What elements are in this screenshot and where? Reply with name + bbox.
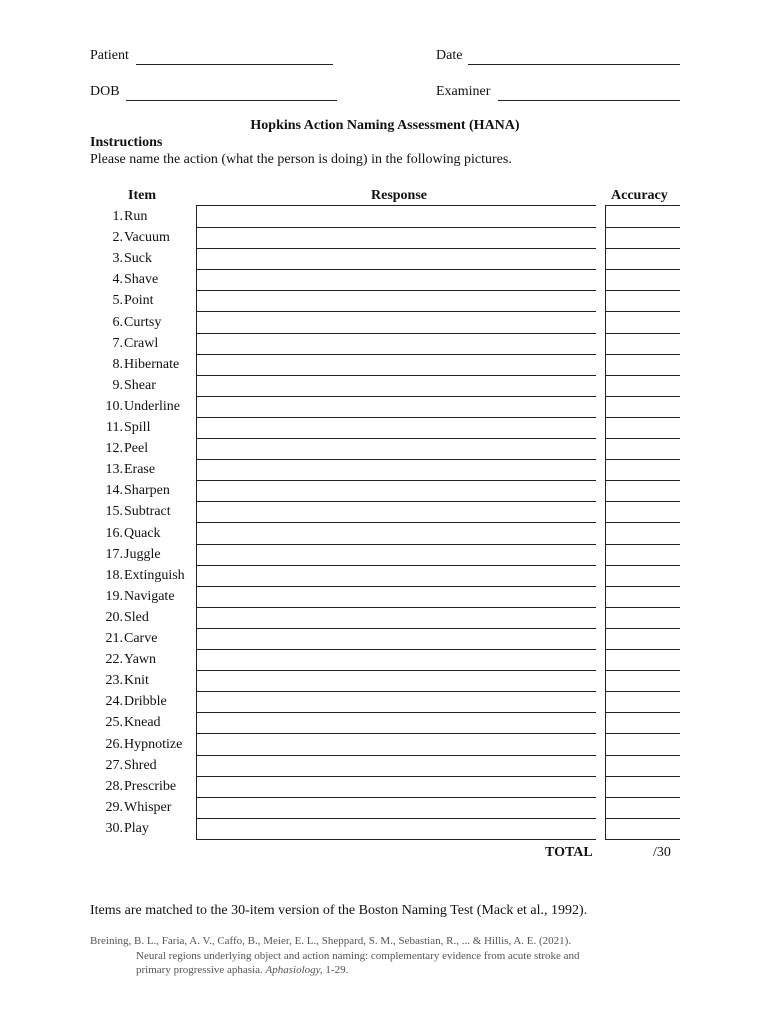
response-cell[interactable] [196,417,596,439]
item-label: Prescribe [124,778,177,794]
citation-pages: 1-29. [325,964,349,976]
response-cell[interactable] [196,691,596,713]
item-number: 4. [112,272,123,288]
response-cell[interactable] [196,227,596,249]
citation [90,934,690,978]
item-label: Crawl [124,335,159,351]
accuracy-cell[interactable] [605,670,680,692]
list-item [90,227,170,248]
response-cell[interactable] [196,734,596,756]
response-cell[interactable] [196,818,596,840]
list-item [90,734,182,755]
item-label: Dribble [124,694,167,710]
list-item [90,438,148,459]
accuracy-cell[interactable] [605,375,680,397]
item-number: 30. [105,820,123,836]
accuracy-cell[interactable] [605,248,680,270]
response-cell[interactable] [196,544,596,566]
item-number: 21. [105,631,123,646]
response-cell[interactable] [196,206,596,228]
response-cell[interactable] [196,523,596,545]
list-item [90,712,161,733]
examiner-label: Examiner [436,84,491,99]
item-number: 24. [105,694,123,710]
item-label: Vacuum [124,230,170,246]
accuracy-cell[interactable] [605,607,680,629]
list-item [90,417,150,438]
accuracy-cell[interactable] [605,565,680,587]
item-number: 18. [105,567,123,583]
item-label: Run [124,209,148,224]
list-item [90,776,176,797]
item-number: 17. [105,546,123,562]
item-label: Suck [124,251,152,267]
item-number: 19. [105,588,123,604]
accuracy-cell[interactable] [605,544,680,566]
item-label: Juggle [124,546,161,562]
accuracy-cell[interactable] [605,797,680,819]
accuracy-cell[interactable] [605,227,680,249]
item-number: 3. [112,251,123,267]
response-cell[interactable] [196,649,596,671]
item-number: 22. [105,652,123,668]
item-label: Shave [124,272,159,288]
item-number: 13. [105,462,123,478]
list-item [90,354,179,375]
item-number: 7. [112,335,123,351]
response-cell[interactable] [196,755,596,777]
item-label: Erase [124,462,156,478]
accuracy-cell[interactable] [605,312,680,334]
item-label: Shred [124,757,157,773]
accuracy-cell[interactable] [605,712,680,734]
item-number: 8. [112,356,123,372]
item-number: 26. [105,736,123,752]
accuracy-cell[interactable] [605,269,680,291]
item-number: 27. [105,757,123,773]
list-item [90,523,161,544]
item-number: 10. [105,398,123,414]
instructions-text: Please name the action (what the person is doing) in the following pictures. [90,152,512,167]
list-item [90,797,171,818]
item-label: Knead [124,715,161,731]
item-label: Curtsy [124,314,162,330]
total-value: /30 [653,845,671,860]
item-number: 23. [105,673,123,689]
item-label: Extinguish [124,567,185,583]
response-cell[interactable] [196,797,596,819]
response-cell[interactable] [196,312,596,334]
response-cell[interactable] [196,670,596,692]
matching-note: Items are matched to the 30-item version of the Boston Naming Test (Mack et al., 1992). [90,903,588,918]
item-number: 16. [105,525,123,541]
accuracy-cell[interactable] [605,776,680,798]
response-cell[interactable] [196,565,596,587]
response-cell[interactable] [196,459,596,481]
response-cell[interactable] [196,712,596,734]
response-cell[interactable] [196,248,596,270]
item-number: 15. [105,504,123,520]
list-item [90,607,149,628]
list-item [90,818,149,839]
accuracy-cell[interactable] [605,459,680,481]
item-label: Yawn [124,652,157,668]
page-title: Hopkins Action Naming Assessment (HANA) [250,118,520,133]
response-cell[interactable] [196,396,596,418]
accuracy-cell[interactable] [605,628,680,650]
accuracy-cell[interactable] [605,691,680,713]
item-number: 11. [106,420,123,435]
response-cell[interactable] [196,290,596,312]
list-item [90,459,155,480]
list-item [90,691,167,712]
list-item [90,501,171,522]
item-label: Sled [124,609,149,625]
accuracy-cell[interactable] [605,586,680,608]
accuracy-cell[interactable] [605,734,680,756]
item-number: 25. [105,715,123,731]
accuracy-cell[interactable] [605,206,680,228]
examiner-field[interactable] [498,100,680,101]
item-label: Sharpen [124,483,170,499]
accuracy-cell[interactable] [605,354,680,376]
list-item [90,312,161,333]
accuracy-cell[interactable] [605,501,680,523]
item-label: Hypnotize [124,736,183,752]
item-label: Hibernate [124,356,180,372]
item-label: Point [124,293,154,309]
item-label: Peel [124,441,149,457]
citation-line-3 [90,963,690,978]
item-number: 20. [105,609,123,625]
accuracy-cell[interactable] [605,523,680,545]
accuracy-cell[interactable] [605,438,680,460]
item-number: 5. [112,293,123,309]
citation-line-1: Breining, B. L., Faria, A. V., Caffo, B., Meier, E. L., Sheppard, S. M., Sebastian, R., ... & Hillis, A. E. (2021). [90,935,572,947]
item-label: Carve [124,631,158,646]
accuracy-column-header: Accuracy [611,188,668,203]
item-label: Shear [124,377,156,393]
item-label: Play [124,820,149,836]
list-item [90,649,156,670]
item-number: 6. [112,314,123,330]
list-item [90,375,156,396]
accuracy-cell[interactable] [605,649,680,671]
list-item [90,755,157,776]
dob-field[interactable] [126,100,337,101]
list-item [90,544,161,565]
item-label: Spill [124,420,151,435]
list-item [90,248,152,269]
item-number: 9. [112,377,123,393]
response-cell[interactable] [196,628,596,650]
accuracy-cell[interactable] [605,290,680,312]
patient-field[interactable] [136,64,333,65]
response-cell[interactable] [196,501,596,523]
list-item [90,396,180,417]
patient-label: Patient [90,48,129,63]
response-cell[interactable] [196,586,596,608]
response-cell[interactable] [196,375,596,397]
response-cell[interactable] [196,480,596,502]
response-cell[interactable] [196,354,596,376]
instructions-heading: Instructions [90,135,163,150]
list-item [90,480,170,501]
item-number: 29. [105,799,123,815]
accuracy-cell[interactable] [605,396,680,418]
citation-title-end: primary progressive aphasia. [136,964,263,976]
list-item [90,206,147,227]
item-label: Quack [124,525,161,541]
item-column-header: Item [128,188,156,203]
response-cell[interactable] [196,333,596,355]
item-number: 12. [105,441,123,457]
total-label: TOTAL [545,845,593,860]
accuracy-cell[interactable] [605,755,680,777]
date-label: Date [436,48,463,63]
item-number: 2. [112,230,123,246]
accuracy-cell[interactable] [605,333,680,355]
date-field[interactable] [468,64,680,65]
item-label: Navigate [124,588,175,604]
list-item [90,670,149,691]
response-cell[interactable] [196,438,596,460]
item-number: 14. [105,483,123,499]
list-item [90,333,158,354]
list-item [90,628,157,649]
item-label: Whisper [124,799,172,815]
response-cell[interactable] [196,776,596,798]
citation-journal: Aphasiology, [265,964,323,976]
item-number: 1. [112,209,123,224]
list-item [90,269,158,290]
list-item [90,290,154,311]
citation-line-2: Neural regions underlying object and action naming: complementary evidence from acute stroke and [136,949,580,962]
accuracy-cell[interactable] [605,417,680,439]
response-column-header: Response [371,188,428,203]
list-item [90,565,185,586]
item-label: Underline [124,398,180,414]
response-cell[interactable] [196,269,596,291]
item-label: Knit [124,673,149,689]
accuracy-cell[interactable] [605,818,680,840]
dob-label: DOB [90,84,120,99]
accuracy-cell[interactable] [605,480,680,502]
item-label: Subtract [124,504,171,520]
list-item [90,586,175,607]
item-number: 28. [105,778,123,794]
response-cell[interactable] [196,607,596,629]
